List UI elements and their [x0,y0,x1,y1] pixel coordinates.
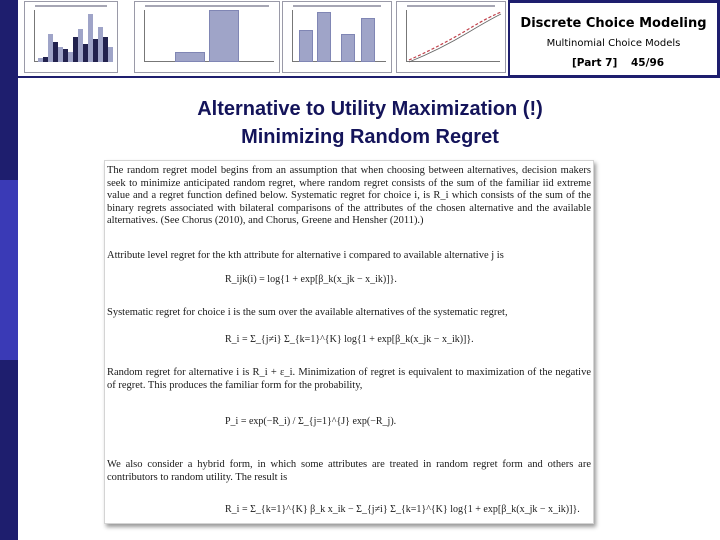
course-title: Discrete Choice Modeling [520,16,707,31]
document-page [104,160,594,524]
thumbnail-axis-y [34,10,35,62]
formula-hybrid: R_i = Σ_{k=1}^{K} β_k x_ik − Σ_{j≠i} Σ_{k=1}^{K} log{1 + exp[β_k(x_jk − x_ik)]}. [225,504,580,515]
thumbnail-bar [299,30,313,62]
formula-probability: P_i = exp(−R_i) / Σ_{j=1}^{J} exp(−R_j). [225,416,397,427]
slide-title-line2: Minimizing Random Regret [241,126,499,148]
part-label: [Part 7] [572,57,618,69]
thumbnail-line-plot [396,1,506,73]
thumbnail-bar-chart [24,1,118,73]
thumbnail-title-line [145,5,269,7]
thumbnail-bar [108,47,113,62]
thumbnail-bar [209,10,239,62]
course-title-box [509,2,718,76]
thumbnail-axis-y [144,10,145,62]
random-regret-text: Random regret for alternative i is R_i + ε_i. Minimization of regret is equivalent to maximization of the negative of regret. This produces the familiar form for the probability, [107,367,591,391]
slide-title-line1: Alternative to Utility Maximization (!) [197,98,543,120]
thumbnail-bar [317,12,331,62]
formula-systematic-regret: R_i = Σ_{j≠i} Σ_{k=1}^{K} log{1 + exp[β_k(x_jk − x_ik)]}. [225,334,474,345]
thumbnail-column-chart [282,1,392,73]
thumbnail-line [397,2,506,73]
thumbnail-histogram [134,1,280,73]
course-subtitle: Multinomial Choice Models [546,38,681,49]
thumbnail-bar [341,34,355,62]
header-thumbnail-strip [18,0,508,76]
formula-attribute-regret: R_ijk(i) = log{1 + exp[β_k(x_jk − x_ik)]}. [225,274,397,285]
thumbnail-title-line [293,5,381,7]
thumbnail-bar [175,52,205,62]
intro-paragraph: The random regret model begins from an assumption that when choosing between alternatives, decision makers seek to minimize anticipated random regret, where random regret consists of the sum of the familiar iid extreme value and a regret function defined below. Systematic regret for choice i, is R_i which consists of the sum of the binary regrets associated with bilateral comparisons of the attributes of the chosen alternative and the available alternatives. (See Chorus (2010), and Chorus, Greene and Hensher (2011).) [107,165,591,227]
hybrid-form-text: We also consider a hybrid form, in which some attributes are treated in random regret form and others are contributors to random utility. The result is [107,459,591,483]
attribute-level-text: Attribute level regret for the kth attribute for alternative i compared to available alternative j is [107,250,504,261]
thumbnail-title-line [35,5,107,7]
left-accent-bar [0,180,18,360]
thumbnail-axis-y [292,10,293,62]
thumbnail-bar [361,18,375,62]
systematic-regret-text: Systematic regret for choice i is the sum over the available alternatives of the systematic regret, [107,307,508,318]
page-number: 45/96 [631,57,665,69]
